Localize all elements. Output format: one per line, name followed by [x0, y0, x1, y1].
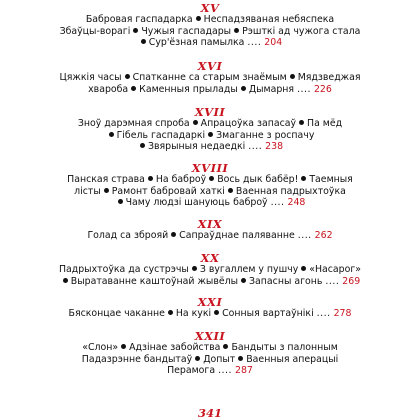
chapter-numeral: XVI	[197, 59, 223, 73]
bullet-icon	[241, 86, 246, 91]
toc-entry: Дымарня	[248, 83, 295, 95]
toc-entry: Сапраўднае паляванне	[179, 230, 295, 241]
toc-entry: Змаганне з роспачу	[216, 129, 315, 141]
bullet-icon	[104, 188, 109, 193]
toc-entry: «Насарог»	[309, 264, 362, 275]
toc-line	[0, 130, 420, 142]
toc-entry: Неспадзяваная небяспека	[203, 14, 335, 25]
toc-line	[0, 308, 420, 320]
bullet-icon	[214, 310, 219, 315]
bullet-icon	[208, 132, 213, 137]
page-number[interactable]: 204	[264, 37, 283, 48]
toc-entry: Гібель гаспадаркі	[116, 129, 206, 141]
chapter-numeral: XV	[200, 1, 220, 15]
toc-line	[0, 197, 420, 209]
page-number[interactable]: 278	[333, 308, 352, 319]
dot-leader: ....	[316, 308, 331, 319]
chapter-xxi	[0, 296, 420, 320]
toc-entry: Збаўцы-ворагі	[59, 25, 131, 37]
bullet-icon	[228, 188, 233, 193]
page-number[interactable]: 248	[287, 197, 306, 208]
toc-entry: Падазрэнне бандытаў	[81, 353, 193, 365]
bullet-icon	[168, 310, 173, 315]
bullet-icon	[193, 120, 198, 125]
bullet-icon	[125, 74, 130, 79]
toc-entry: Мядзведжая	[297, 72, 361, 83]
toc-entry: «Слон»	[82, 342, 119, 353]
dot-leader: ....	[325, 275, 340, 287]
bullet-icon	[195, 356, 200, 361]
toc-entry: Панская страва	[67, 174, 145, 185]
toc-line	[0, 276, 420, 288]
bullet-icon	[223, 344, 228, 349]
toc-entry: Рамонт бабровай хаткі	[111, 185, 225, 197]
dot-leader: ....	[270, 197, 285, 208]
toc-line	[0, 26, 420, 38]
toc-entry: Звярыныя недаедкі	[147, 141, 246, 152]
toc-entry: На баброў	[155, 174, 207, 185]
dot-leader: ....	[248, 141, 263, 152]
chapter-numeral: XXI	[197, 295, 223, 309]
toc-line	[0, 118, 420, 130]
toc-entry: З вугаллем у пушчу	[199, 264, 299, 275]
toc-line	[0, 230, 420, 242]
toc-entry: Зноў дарэмная спроба	[77, 118, 190, 129]
page-number[interactable]: 287	[234, 365, 253, 376]
chapter-numeral: XVII	[194, 105, 226, 119]
toc-entry: Адзінае забойства	[129, 342, 221, 353]
toc-entry: Па мёд	[307, 118, 343, 129]
bullet-icon	[301, 266, 306, 271]
chapter-xxii	[0, 330, 420, 377]
dot-leader: ....	[297, 230, 312, 241]
chapter-numeral: XXII	[194, 329, 226, 343]
toc-entry: Ваенныя аперацыі	[246, 353, 339, 365]
bullet-icon	[301, 176, 306, 181]
toc-entry: Сур'ёзная памылка	[148, 37, 245, 48]
page-number[interactable]: 226	[313, 83, 332, 95]
toc-entry: Чаму людзі шануюць баброў	[125, 197, 268, 208]
page-number[interactable]: 238	[265, 141, 284, 152]
bullet-icon	[118, 199, 123, 204]
toc-entry: Вось дык бабёр!	[217, 174, 299, 185]
toc-entry: Каменныя прылады	[139, 83, 238, 95]
bullet-icon	[209, 176, 214, 181]
bullet-icon	[171, 232, 176, 237]
chapter-xvi	[0, 60, 420, 95]
chapter-numeral: XVIII	[191, 161, 229, 175]
page-folio: 341	[197, 406, 222, 420]
toc-line	[0, 141, 420, 153]
toc-line	[0, 14, 420, 26]
chapter-xviii	[0, 162, 420, 209]
bullet-icon	[141, 39, 146, 44]
chapter-xv	[0, 2, 420, 49]
bullet-icon	[290, 74, 295, 79]
page-number[interactable]: 262	[314, 230, 333, 241]
chapter-xix	[0, 218, 420, 242]
toc-entry: Спатканне са старым знаёмым	[132, 72, 287, 83]
toc-entry: На кукі	[175, 308, 212, 319]
bullet-icon	[148, 176, 153, 181]
toc-line	[0, 365, 420, 377]
bullet-icon	[63, 278, 68, 283]
bullet-icon	[234, 28, 239, 33]
chapter-numeral: XX	[200, 251, 220, 265]
toc-line	[0, 264, 420, 276]
bullet-icon	[238, 356, 243, 361]
toc-entry: Запасны агонь	[249, 275, 323, 287]
toc-entry: Чужыя гаспадары	[141, 25, 232, 37]
toc-entry: Апрацоўка запасаў	[200, 118, 297, 129]
bullet-icon	[131, 86, 136, 91]
bullet-icon	[133, 28, 138, 33]
toc-entry: хвароба	[88, 83, 129, 95]
toc-entry: Таемныя	[309, 174, 353, 185]
toc-line	[0, 354, 420, 366]
toc-entry: Бясконцае чаканне	[68, 308, 165, 319]
toc-entry: лісты	[74, 185, 101, 197]
toc-line	[0, 342, 420, 354]
bullet-icon	[109, 132, 114, 137]
chapter-numeral: XIX	[197, 217, 223, 231]
bullet-icon	[121, 344, 126, 349]
toc-entry: Цяжкія часы	[59, 72, 122, 83]
bullet-icon	[192, 266, 197, 271]
toc-entry: Допыт	[203, 353, 236, 365]
toc-entry: Бандыты з палонным	[231, 342, 338, 353]
toc-line	[0, 174, 420, 186]
toc-entry: Сонныя вартаўнікі	[222, 308, 314, 319]
toc-entry: Ваенная падрыхтоўка	[235, 185, 346, 197]
dot-leader: ....	[247, 37, 262, 48]
dot-leader: ....	[218, 365, 232, 376]
toc-entry: Падрыхтоўка да сустрэчы	[58, 264, 189, 275]
toc-entry: Перамога	[167, 365, 216, 376]
toc-line	[0, 186, 420, 198]
chapter-xvii	[0, 106, 420, 153]
bullet-icon	[140, 143, 145, 148]
dot-leader: ....	[297, 83, 311, 95]
chapter-xx	[0, 252, 420, 287]
bullet-icon	[196, 16, 201, 21]
bullet-icon	[241, 278, 246, 283]
toc-entry: Выратаванне каштоўнай жывёлы	[70, 275, 239, 287]
toc-line	[0, 72, 420, 84]
toc-line	[0, 37, 420, 49]
toc-entry: Бабровая гаспадарка	[85, 14, 193, 25]
toc-entry: Голад са зброяй	[87, 230, 169, 241]
toc-line	[0, 84, 420, 96]
toc-entry: Рэшткі ад чужога стала	[242, 25, 361, 37]
bullet-icon	[299, 120, 304, 125]
page-number[interactable]: 269	[342, 275, 361, 287]
